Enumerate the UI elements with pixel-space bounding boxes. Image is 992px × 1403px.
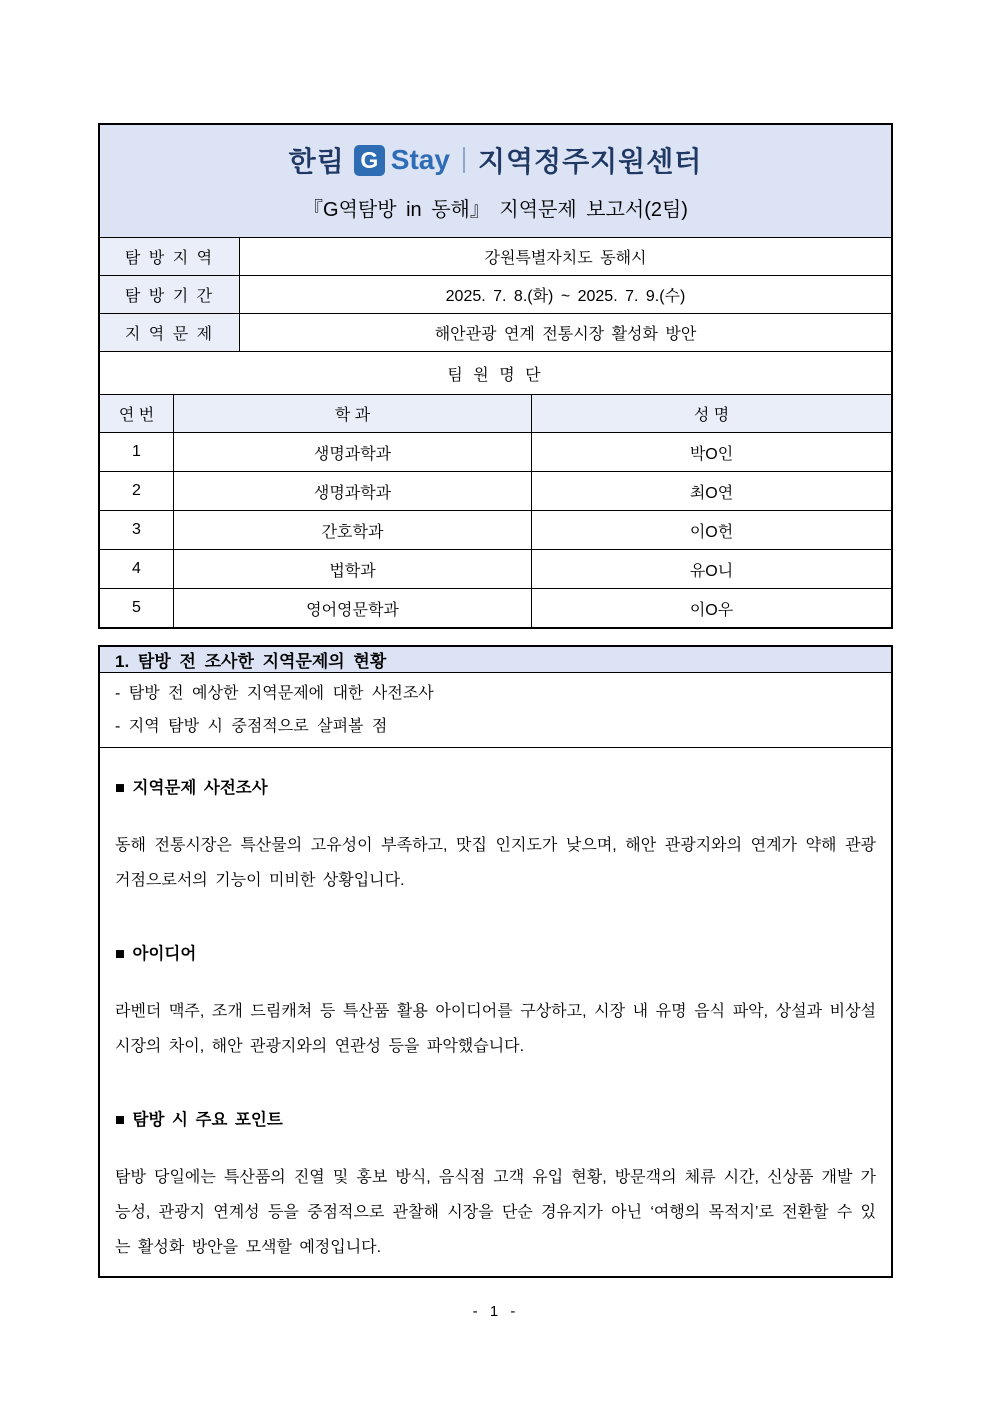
team-row-4 (100, 549, 891, 588)
g-badge-icon: G (354, 145, 385, 176)
member-dept: 법학과 (174, 550, 532, 588)
report-title: 『G역탐방 in 동해』 지역문제 보고서(2팀) (303, 199, 688, 221)
section1-table (98, 645, 893, 1278)
member-dept: 생명과학과 (174, 433, 532, 471)
block-text-idea: 라벤더 맥주, 조개 드림캐쳐 등 특산품 활용 아이디어를 구상하고, 시장 내 유명 음식 파악, 상설과 비상설 시장의 차이, 해안 관광지와의 연관성 등을 파악했습니다. (115, 1003, 876, 1055)
block-heading-idea: ■ 아이디어 (115, 945, 197, 963)
report-info-table (98, 123, 893, 629)
team-list-title: 팀 원 명 단 (100, 351, 891, 394)
info-label-problem: 지 역 문 제 (100, 314, 240, 351)
block-text-presurvey: 동해 전통시장은 특산물의 고유성이 부족하고, 맛집 인지도가 낮으며, 해안 관광지와의 연계가 약해 관광 거점으로서의 기능이 미비한 상황입니다. (115, 837, 876, 889)
info-value-problem: 해안관광 연계 전통시장 활성화 방안 (434, 326, 697, 343)
section1-note-line: - 지역 탐방 시 중점적으로 살펴볼 점 (115, 718, 388, 735)
section1-body (100, 748, 891, 1317)
member-dept: 생명과학과 (174, 472, 532, 510)
team-row-3 (100, 510, 891, 549)
member-no: 4 (100, 550, 174, 588)
info-row-region (100, 237, 891, 275)
team-row-2 (100, 471, 891, 510)
member-no: 1 (100, 433, 174, 471)
block-text-keypoints: 탐방 당일에는 특산품의 진열 및 홍보 방식, 음식점 고객 유입 현황, 방문객의 체류 시간, 신상품 개발 가능성, 관광지 연계성 등을 중점적으로 관찰해 시장을 단순 경유지가 아닌 ‘여행의 목적지’로 전환할 수 있는 활성화 방안을 모색할 예정입니다. (115, 1169, 876, 1256)
logo-stay-text: Stay (390, 144, 450, 175)
member-no: 3 (100, 511, 174, 549)
block-heading-keypoints: ■ 탐방 시 주요 포인트 (115, 1111, 283, 1129)
member-no: 5 (100, 589, 174, 627)
team-row-1 (100, 432, 891, 471)
team-header-row (100, 394, 891, 432)
member-name: 유O니 (689, 562, 734, 580)
logo-divider (463, 147, 465, 173)
member-name: 이O우 (689, 601, 734, 619)
team-col-header-dept: 학 과 (174, 395, 532, 432)
logo-hanlim-text: 한림 (288, 146, 345, 177)
page-number: - 1 - (472, 1303, 520, 1320)
info-row-period (100, 275, 891, 313)
info-value-region: 강원특별자치도 동해시 (484, 250, 647, 267)
center-logo (289, 140, 703, 180)
logo-center-name: 지역정주지원센터 (477, 146, 703, 177)
team-col-header-name: 성 명 (693, 407, 730, 424)
member-dept: 영어영문학과 (174, 589, 532, 627)
report-header-band (100, 125, 891, 237)
info-value-period: 2025. 7. 8.(화) ~ 2025. 7. 9.(수) (445, 288, 686, 305)
info-label-period: 탐 방 기 간 (100, 276, 240, 313)
member-name: 박O인 (689, 445, 734, 463)
section1-title: 1. 탐방 전 조사한 지역문제의 현황 (100, 647, 891, 673)
member-name: 최O연 (689, 484, 734, 502)
block-heading-presurvey: ■ 지역문제 사전조사 (115, 779, 268, 797)
member-no: 2 (100, 472, 174, 510)
section1-note-line: - 탐방 전 예상한 지역문제에 대한 사전조사 (115, 685, 434, 702)
member-name: 이O헌 (689, 523, 734, 541)
team-col-header-no: 연 번 (100, 395, 174, 432)
info-row-problem (100, 313, 891, 351)
member-dept: 간호학과 (174, 511, 532, 549)
team-row-5 (100, 588, 891, 627)
info-label-region: 탐 방 지 역 (100, 238, 240, 275)
section1-notes (100, 673, 891, 748)
